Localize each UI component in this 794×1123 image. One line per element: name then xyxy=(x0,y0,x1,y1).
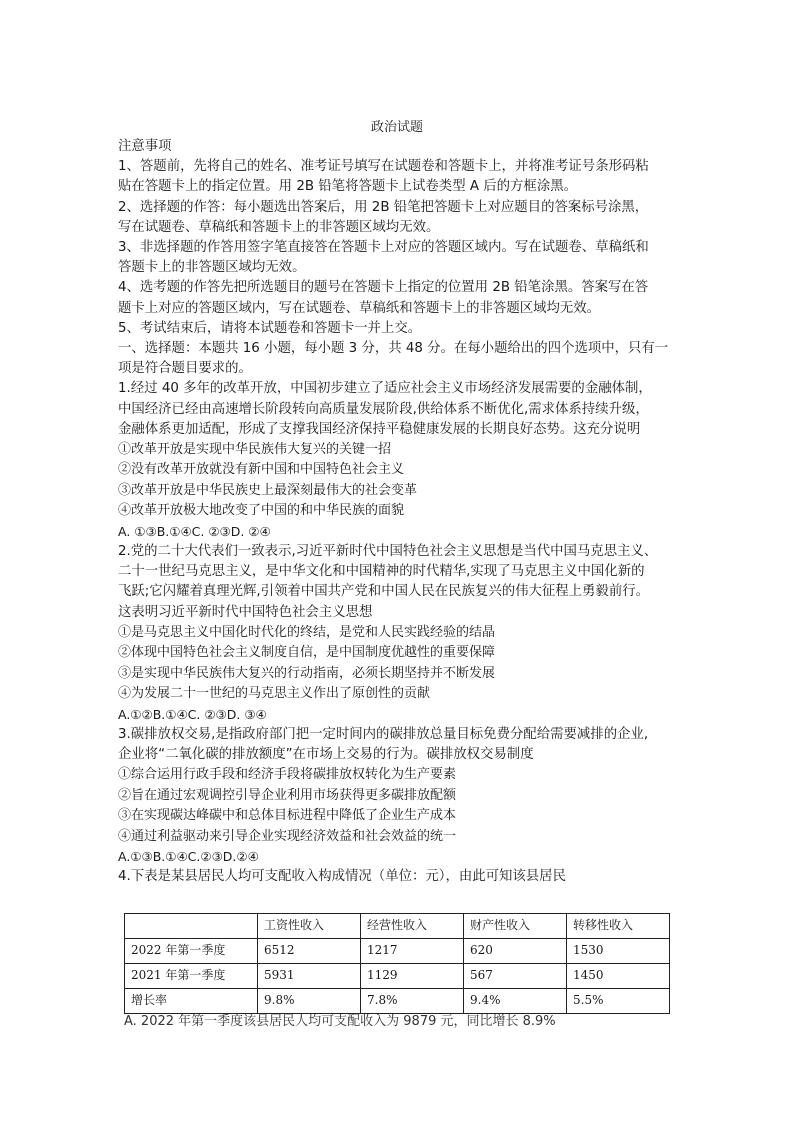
question-stem: 中国经济已经由高速增长阶段转向高质量发展阶段,供给体系不断优化,需求体系持续升级， xyxy=(118,401,649,417)
table-cell: 1530 xyxy=(567,939,670,964)
question-1 xyxy=(118,379,678,542)
notice-line: 答题卡上的非答题区域均无效。 xyxy=(118,260,306,276)
cutoff-line xyxy=(124,1014,670,1029)
section-line: 项是符合题目要求的。 xyxy=(118,361,252,377)
table-row xyxy=(125,939,670,964)
notice-heading: 注意事项 xyxy=(118,139,172,154)
question-4 xyxy=(118,867,678,887)
question-option: ①是马克思主义中国化时代化的终结，是党和人民实践经验的结晶 xyxy=(118,624,496,640)
table-cell: 7.8% xyxy=(361,989,464,1014)
table-header-cell: 转移性收入 xyxy=(567,914,670,939)
notice-line: 4、选考题的作答先把所选题目的题号在答题卡上指定的位置用 2B 铅笔涂黑。答案写在答 xyxy=(118,280,649,296)
notice-line: 贴在答题卡上的指定位置。用 2B 铅笔将答题卡上试卷类型 A 后的方框涂黑。 xyxy=(118,179,577,195)
question-stem: 金融体系更加适配，形成了支撑我国经济保持平稳健康发展的长期良好态势。这充分说明 xyxy=(118,421,641,437)
table-cell: 2022 年第一季度 xyxy=(125,939,258,964)
table-header-row xyxy=(125,914,670,939)
notice-section xyxy=(118,137,678,339)
question-stem: 2.党的二十大代表们一致表示,习近平新时代中国特色社会主义思想是当代中国马克思主义、 xyxy=(118,544,658,560)
table-cell: 9.8% xyxy=(258,989,361,1014)
table-cell: 5931 xyxy=(258,964,361,989)
question-option: ③是实现中华民族伟大复兴的行动指南，必须长期坚持并不断发展 xyxy=(118,665,496,681)
notice-line: 3、非选择题的作答用签字笔直接答在答题卡上对应的答题区域内。写在试题卷、草稿纸和 xyxy=(118,240,649,256)
question-option: ③在实现碳达峰碳中和总体目标进程中降低了企业生产成本 xyxy=(118,808,457,824)
question-option: ④改革开放极大地改变了中国的和中华民族的面貌 xyxy=(118,503,405,519)
table-cell: 1450 xyxy=(567,964,670,989)
table-cell: 1129 xyxy=(361,964,464,989)
answer-choices: A. ①③B.①④C. ②③D. ②④ xyxy=(118,523,271,539)
question-option: ③改革开放是中华民族史上最深刻最伟大的社会变革 xyxy=(118,482,418,498)
table-cell: 567 xyxy=(464,964,567,989)
table-cell: 6512 xyxy=(258,939,361,964)
answer-choices: A.①③B.①④C.②③D.②④ xyxy=(118,848,259,864)
table-row xyxy=(125,964,670,989)
answer-choices: A.①②B.①④C. ②③D. ③④ xyxy=(118,706,267,722)
table-header-cell: 财产性收入 xyxy=(464,914,567,939)
question-stem: 企业将“二氧化碳的排放额度”在市场上交易的行为。碳排放权交易制度 xyxy=(118,747,534,763)
notice-line: 1、答题前，先将自己的姓名、准考证号填写在试题卷和答题卡上，并将准考证号条形码粘 xyxy=(118,159,649,175)
question-2 xyxy=(118,542,678,725)
table-cell: 2021 年第一季度 xyxy=(125,964,258,989)
question-stem: 4.下表是某县居民人均可支配收入构成情况（单位：元），由此可知该县居民 xyxy=(118,869,566,885)
table-header-cell xyxy=(125,914,258,939)
question-stem: 二十一世纪马克思主义，是中华文化和中国精神的时代精华,实现了马克思主义中国化新的 xyxy=(118,564,645,580)
question-option: ①改革开放是实现中华民族伟大复兴的关键一招 xyxy=(118,442,392,458)
section-heading xyxy=(118,339,678,379)
table-cell: 620 xyxy=(464,939,567,964)
table-cell: 9.4% xyxy=(464,989,567,1014)
table-header-cell: 工资性收入 xyxy=(258,914,361,939)
cutoff-text: A. 2022 年第一季度该县居民人均可支配收入为 9879 元，同比增长 8.9% xyxy=(124,1014,556,1029)
notice-line: 2、选择题的作答：每小题选出答案后，用 2B 铅笔把答题卡上对应题目的答案标号涂黑， xyxy=(118,199,649,215)
table-cell: 1217 xyxy=(361,939,464,964)
question-stem: 这表明习近平新时代中国特色社会主义思想 xyxy=(118,604,373,620)
notice-line: 写在试题卷、草稿纸和答题卡上的非答题区域均无效。 xyxy=(118,219,440,235)
question-stem: 飞跃;它闪耀着真理光辉,引领着中国共产党和中国人民在民族复兴的伟大征程上勇毅前行。 xyxy=(118,584,649,600)
question-3 xyxy=(118,725,678,867)
question-option: ②体现中国特色社会主义制度自信，是中国制度优越性的重要保障 xyxy=(118,645,496,661)
table-header-cell: 经营性收入 xyxy=(361,914,464,939)
question-stem: 1.经过 40 多年的改革开放，中国初步建立了适应社会主义市场经济发展需要的金融体制， xyxy=(118,381,652,397)
exam-content xyxy=(118,137,678,888)
section-line: 一、选择题：本题共 16 小题，每小题 3 分，共 48 分。在每小题给出的四个选项中，只有一 xyxy=(118,341,669,357)
table-cell: 增长率 xyxy=(125,989,258,1014)
table-row xyxy=(125,989,670,1014)
question-option: ①综合运用行政手段和经济手段将碳排放权转化为生产要素 xyxy=(118,767,457,783)
question-stem: 3.碳排放权交易,是指政府部门把一定时间内的碳排放总量目标免费分配给需要减排的企业, xyxy=(118,726,649,742)
notice-line: 5、考试结束后，请将本试题卷和答题卡一并上交。 xyxy=(118,320,422,336)
table-cell: 5.5% xyxy=(567,989,670,1014)
income-table xyxy=(124,913,670,1014)
question-option: ②旨在通过宏观调控引导企业利用市场获得更多碳排放配额 xyxy=(118,787,457,803)
question-option: ④为发展二十一世纪的马克思主义作出了原创性的贡献 xyxy=(118,686,431,702)
question-option: ②没有改革开放就没有新中国和中国特色社会主义 xyxy=(118,462,405,478)
page-title: 政治试题 xyxy=(370,120,423,135)
question-option: ④通过利益驱动来引导企业实现经济效益和社会效益的统一 xyxy=(118,828,457,844)
notice-line: 题卡上对应的答题区域内，写在试题卷、草稿纸和答题卡上的非答题区域均无效。 xyxy=(118,300,601,316)
